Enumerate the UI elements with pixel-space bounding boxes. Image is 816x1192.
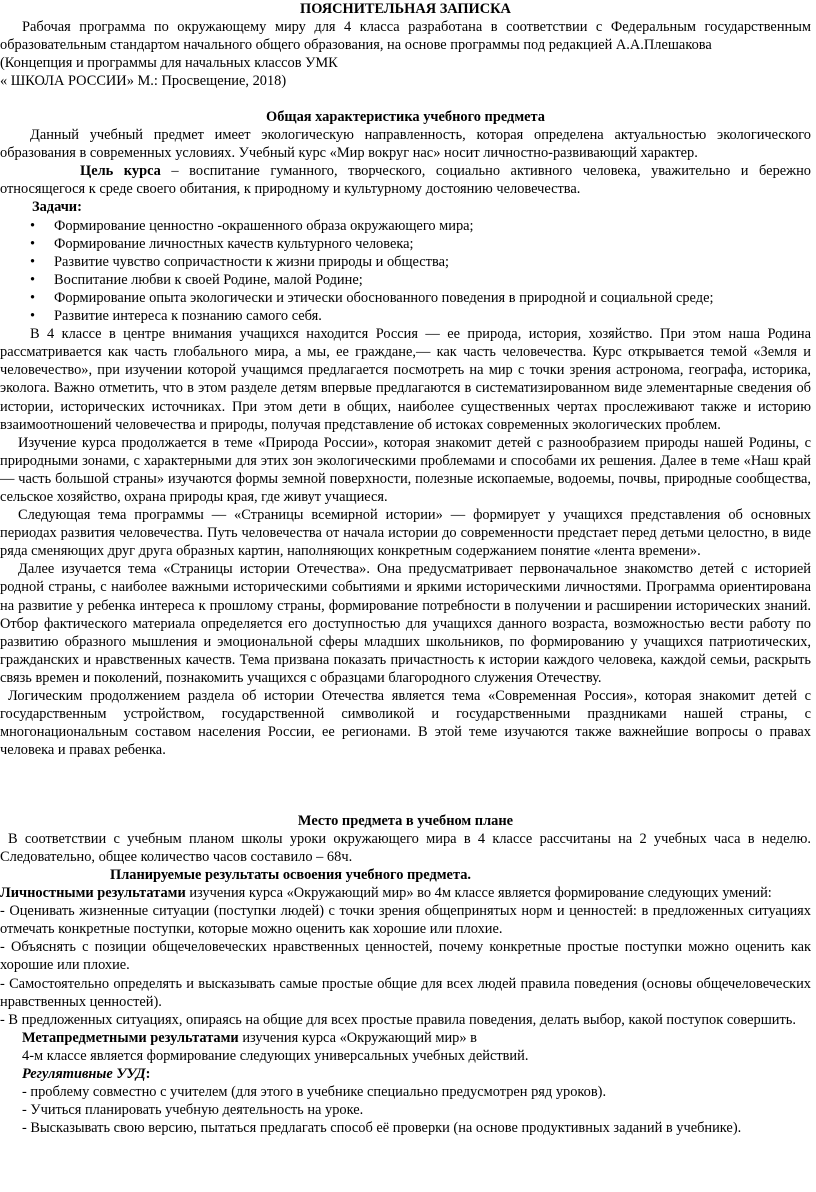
bullet-icon: • — [30, 271, 36, 288]
goal-label: Цель курса — [80, 163, 161, 180]
general-paragraph-4: Следующая тема программы — «Страницы всемирной истории» — формирует у учащихся представления об основных периодах развития человечества. Путь человечества от начала истории до современности предстает перед детьми целостно, в виде ряда сменяющих друг друга образных картин, наполняющих конкретным содержанием понятие «лента времени». — [0, 507, 811, 560]
list-item — [0, 289, 811, 307]
goal-text: – воспитание гуманного, творческого, социально активного человека, уважительно и бережно относящегося к среде своего обитания, к природному и культурному достоянию человечества. — [0, 163, 811, 198]
personal-intro — [0, 884, 811, 902]
general-paragraph-5: Далее изучается тема «Страницы истории Отечества». Она предусматривает первоначальное знакомство детей с историей родной страны, с наиболее важными историческими событиями и яркими историческими личностями. Программа ориентирована на развитие у ребенка интереса к прошлому страны, формирование потребности в получении и расширении исторических знаний. Отбор фактического материала определяется его доступностью для учащихся данного возраста, возможностью вести работу по развитию образного мышления и эмоциональной сферы младших школьников, по формированию у учащихся патриотических, гражданских и нравственных качеств. Тема призвана показать причастность к истории каждого человека, каждой семьи, раскрыть связь времен и поколений, познакомить учащихся с образцами благородного служения Отечеству. — [0, 561, 811, 686]
task-text: Формирование личностных качеств культурного человека; — [54, 235, 414, 252]
intro-line-concept: (Концепция и программы для начальных классов УМК — [0, 55, 338, 72]
place-heading: Место предмета в учебном плане — [297, 813, 514, 829]
place-paragraph: В соответствии с учебным планом школы уроки окружающего мира в 4 классе рассчитаны на 2 учебных часа в неделю. Следовательно, общее количество часов составило – 68ч. — [0, 831, 811, 866]
list-item — [0, 307, 811, 325]
task-text: Развитие интереса к познанию самого себя. — [54, 308, 322, 325]
bullet-icon: • — [30, 308, 36, 325]
meta-line-2: 4-м классе является формирование следующих универсальных учебных действий. — [22, 1047, 529, 1064]
list-item: - проблему совместно с учителем (для этого в учебнике специально предусмотрен ряд уроков). — [22, 1084, 607, 1101]
personal-text: изучения курса «Окружающий мир» во 4м классе является формирование следующих умений: — [185, 885, 772, 902]
tasks-list — [0, 217, 811, 326]
general-paragraph-2: В 4 классе в центре внимания учащихся находится Россия — ее природа, история, хозяйство. При этом наша Родина рассматривается как часть глобального мира, а мы, ее граждане,— как часть человечества. Курс открывается темой «Земля и человечество», при изучении которой учащимся предлагается посмотреть на мир с точки зрения астронома, географа, историка, эколога. Важно отметить, что в этом разделе детям впервые предлагаются в систематизированном виде элементарные сведения об истории, исторических источниках. При этом дети в общих, наиболее существенных чертах прослеживают также и историю взаимоотношений человечества и природы, получая представление об истоках современных экологических проблем. — [0, 326, 811, 433]
place-section — [0, 812, 811, 866]
results-heading: Планируемые результаты освоения учебного предмета. — [110, 867, 471, 883]
personal-label: Личностными результатами — [0, 885, 186, 902]
regulative-colon: : — [145, 1066, 151, 1083]
list-item: - Учиться планировать учебную деятельность на уроке. — [22, 1102, 364, 1119]
tasks-label: Задачи: — [32, 199, 82, 216]
general-paragraph-3: Изучение курса продолжается в теме «Природа России», которая знакомит детей с разнообразием природы нашей Родины, с природными зонами, с характерными для этих зон экологическими проблемами и способами их решения. Далее в теме «Наш край — часть большой страны» изучаются формы земной поверхности, полезные ископаемые, водоемы, почвы, природные сообщества, сельское хозяйство, охрана природы края, где живут учащиеся. — [0, 434, 811, 505]
list-item — [0, 271, 811, 289]
general-section — [0, 108, 811, 759]
meta-label: Метапредметными результатами — [22, 1029, 239, 1046]
general-paragraph-6: Логическим продолжением раздела об истории Отечества является тема «Современная Россия», которая знакомит детей с государственным устройством, государственной символикой и государственными праздниками нашей страны, с многонациональным составом населения России, ее регионами. В этой теме изучаются также важнейшие вопросы о правах человека и правах ребенка. — [0, 688, 811, 759]
bullet-icon: • — [30, 217, 36, 234]
task-text: Формирование опыта экологически и этически обоснованного поведения в природной и социальной среде; — [54, 289, 714, 306]
general-heading: Общая характеристика учебного предмета — [266, 109, 545, 125]
intro-line-school: « ШКОЛА РОССИИ» М.: Просвещение, 2018) — [0, 73, 287, 90]
task-text: Формирование ценностно -окрашенного образа окружающего мира; — [54, 217, 474, 234]
list-item: - Оценивать жизненные ситуации (поступки людей) с точки зрения общепринятых норм и ценностей: в предложенных ситуациях отмечать конкретные поступки, которые можно оценить как хорошие или плохие. — [0, 903, 811, 938]
task-text: Воспитание любви к своей Родине, малой Родине; — [54, 271, 363, 288]
task-text: Развитие чувство сопричастности к жизни природы и общества; — [54, 253, 449, 270]
list-item: - Высказывать свою версию, пытаться предлагать способ её проверки (на основе продуктивных заданий в учебнике). — [22, 1120, 742, 1137]
intro-block — [0, 18, 811, 90]
bullet-icon: • — [30, 289, 36, 306]
bullet-icon: • — [30, 253, 36, 270]
list-item — [0, 217, 811, 235]
list-item: - Объяснять с позиции общечеловеческих нравственных ценностей, почему конкретные простые поступки можно оценить как хорошие или плохие. — [0, 939, 811, 974]
list-item: - В предложенных ситуациях, опираясь на общие для всех простые правила поведения, делать выбор, какой поступок совершить. — [0, 1011, 796, 1028]
meta-intro — [0, 1029, 811, 1047]
document-title: ПОЯСНИТЕЛЬНАЯ ЗАПИСКА — [300, 1, 511, 17]
list-item — [0, 235, 811, 253]
results-section — [0, 866, 811, 1137]
list-item: - Самостоятельно определять и высказывать самые простые общие для всех людей правила поведения (основы общечеловеческих нравственных ценностей). — [0, 975, 811, 1010]
list-item — [0, 253, 811, 271]
meta-text: изучения курса «Окружающий мир» в — [238, 1029, 477, 1046]
bullet-icon: • — [30, 235, 36, 252]
regulative-heading — [0, 1065, 811, 1083]
regulative-label: Регулятивные УУД — [22, 1066, 146, 1083]
intro-paragraph: Рабочая программа по окружающему миру для 4 класса разработана в соответствии с Федеральным государственным образовательным стандартом начального общего образования, на основе программы под редакцией А.А.Плешакова — [0, 19, 811, 54]
goal-paragraph — [0, 162, 811, 198]
general-paragraph-1: Данный учебный предмет имеет экологическую направленность, которая определена актуальностью экологического образования в современных условиях. Учебный курс «Мир вокруг нас» носит личностно-развивающий характер. — [0, 127, 811, 162]
